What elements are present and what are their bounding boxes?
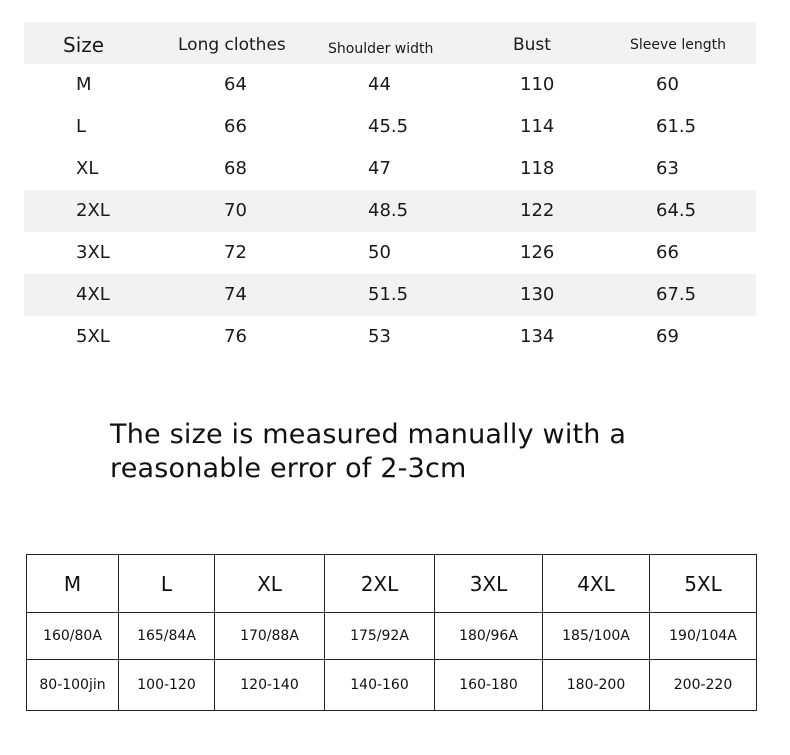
- table-row: [24, 64, 756, 106]
- reference-code-cell: 160/80A: [27, 613, 119, 660]
- reference-code-cell: 180/96A: [435, 613, 543, 660]
- cell-long-clothes: 66: [224, 116, 247, 137]
- cell-size: L: [76, 116, 87, 137]
- cell-shoulder-width: 50: [368, 242, 391, 263]
- cell-size: 3XL: [76, 242, 110, 263]
- cell-shoulder-width: 48.5: [368, 200, 409, 221]
- table-row: [24, 232, 756, 274]
- cell-bust: 118: [520, 158, 555, 179]
- reference-code-row: [27, 613, 757, 660]
- cell-sleeve-length: 63: [656, 158, 679, 179]
- cell-size: XL: [76, 158, 99, 179]
- reference-code-cell: 185/100A: [543, 613, 650, 660]
- reference-size-cell: M: [27, 555, 119, 613]
- reference-code-cell: 165/84A: [119, 613, 215, 660]
- cell-long-clothes: 70: [224, 200, 247, 221]
- reference-weight-cell: 120-140: [215, 660, 325, 711]
- table-row: [24, 106, 756, 148]
- header-size: Size: [63, 33, 105, 57]
- header-long-clothes: Long clothes: [178, 35, 286, 55]
- measurement-note-line-1: The size is measured manually with a: [110, 419, 627, 450]
- measurement-note: [110, 418, 730, 486]
- reference-size-row: [27, 555, 757, 613]
- cell-sleeve-length: 67.5: [656, 284, 697, 305]
- reference-code-cell: 190/104A: [650, 613, 757, 660]
- table-row: [24, 274, 756, 316]
- reference-size-cell: XL: [215, 555, 325, 613]
- cell-sleeve-length: 61.5: [656, 116, 697, 137]
- cell-bust: 126: [520, 242, 555, 263]
- reference-weight-cell: 140-160: [325, 660, 435, 711]
- cell-bust: 122: [520, 200, 555, 221]
- cell-sleeve-length: 66: [656, 242, 679, 263]
- cell-shoulder-width: 53: [368, 326, 391, 347]
- header-shoulder-width: Shoulder width: [328, 41, 434, 57]
- cell-shoulder-width: 44: [368, 74, 391, 95]
- size-chart-header-row: [24, 22, 756, 64]
- table-row: [24, 148, 756, 190]
- reference-size-cell: 2XL: [325, 555, 435, 613]
- cell-size: 5XL: [76, 326, 110, 347]
- cell-long-clothes: 64: [224, 74, 247, 95]
- cell-shoulder-width: 51.5: [368, 284, 409, 305]
- reference-weight-cell: 200-220: [650, 660, 757, 711]
- reference-code-cell: 170/88A: [215, 613, 325, 660]
- reference-size-cell: 5XL: [650, 555, 757, 613]
- reference-size-cell: L: [119, 555, 215, 613]
- cell-long-clothes: 74: [224, 284, 247, 305]
- cell-long-clothes: 76: [224, 326, 247, 347]
- size-reference-table: [26, 554, 757, 711]
- reference-size-cell: 4XL: [543, 555, 650, 613]
- cell-sleeve-length: 64.5: [656, 200, 697, 221]
- cell-size: 2XL: [76, 200, 110, 221]
- cell-long-clothes: 72: [224, 242, 247, 263]
- cell-bust: 114: [520, 116, 555, 137]
- measurement-note-line-2: reasonable error of 2-3cm: [110, 453, 467, 484]
- cell-bust: 130: [520, 284, 555, 305]
- cell-shoulder-width: 45.5: [368, 116, 409, 137]
- cell-long-clothes: 68: [224, 158, 247, 179]
- cell-shoulder-width: 47: [368, 158, 391, 179]
- reference-weight-cell: 80-100jin: [27, 660, 119, 711]
- cell-bust: 134: [520, 326, 555, 347]
- cell-bust: 110: [520, 74, 555, 95]
- size-chart: [24, 22, 756, 358]
- reference-weight-cell: 100-120: [119, 660, 215, 711]
- table-row: [24, 316, 756, 358]
- cell-size: 4XL: [76, 284, 110, 305]
- reference-size-cell: 3XL: [435, 555, 543, 613]
- table-row: [24, 190, 756, 232]
- reference-weight-cell: 180-200: [543, 660, 650, 711]
- reference-weight-row: [27, 660, 757, 711]
- reference-code-cell: 175/92A: [325, 613, 435, 660]
- reference-weight-cell: 160-180: [435, 660, 543, 711]
- header-sleeve-length: Sleeve length: [630, 37, 726, 53]
- header-bust: Bust: [513, 35, 551, 55]
- cell-sleeve-length: 60: [656, 74, 679, 95]
- cell-size: M: [76, 74, 92, 95]
- cell-sleeve-length: 69: [656, 326, 679, 347]
